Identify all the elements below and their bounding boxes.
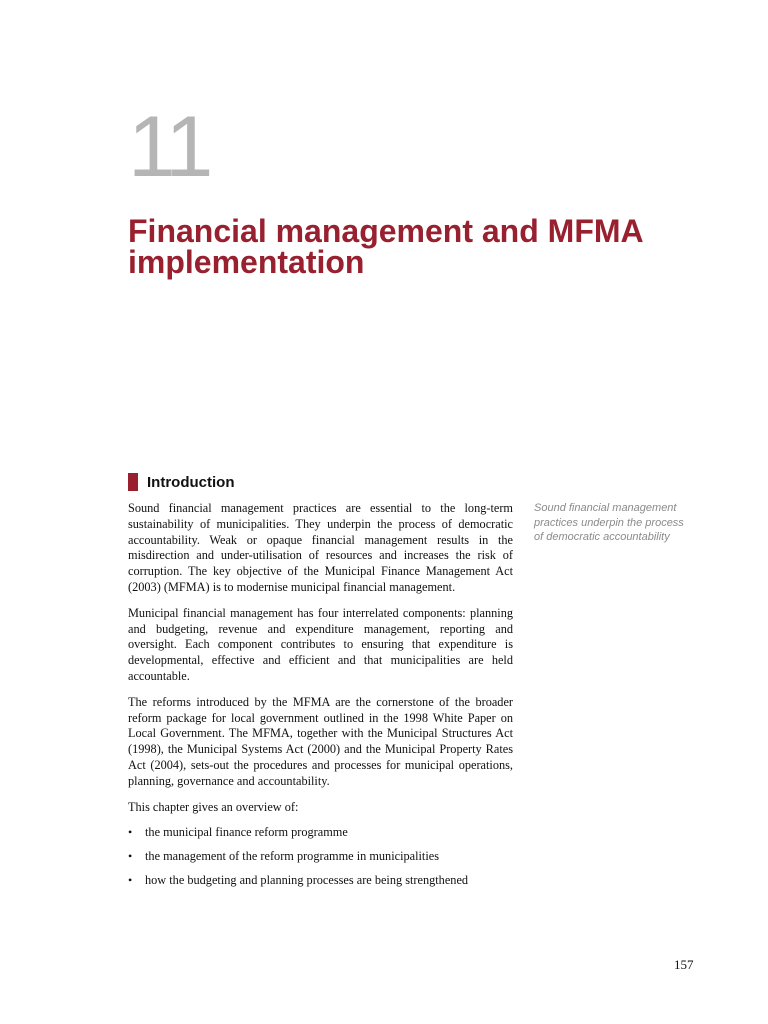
bullet-text: how the budgeting and planning processes are being strengthened [145,872,469,887]
margin-note: Sound financial management practices underpin the process of democratic accountability [534,502,684,543]
bullet-icon: • [128,849,133,864]
bullet-icon: • [128,872,133,887]
page-number: 157 [674,957,694,972]
chapter-title: Financial management and MFMA implementation [128,213,643,280]
bullet-icon: • [128,825,133,840]
paragraph: The reforms introduced by the MFMA are the cornerstone of the broader reform package for local government outlined in the 1998 White Paper on Local Government. The MFMA, together with the Municipal Structures Act (1998), the Municipal Systems Act (2000) and the Municipal Property Rates Act (2004), sets-out the procedures and processes for municipal operations, planning, governance and accountability. [128,694,513,788]
section-heading [128,472,234,492]
section-heading-text: Introduction [147,473,235,491]
body-text [128,501,513,897]
bullet-item [128,849,513,865]
paragraph: Sound financial management practices are essential to the long-term sustainability of municipalities. They underpin the process of democratic accountability. Weak or opaque financial management results in the misdirection and under-utilisation of resources and increases the risk of corruption. The key objective of the Municipal Finance Management Act (2003) (MFMA) is to modernise municipal financial management. [128,501,513,594]
paragraph: This chapter gives an overview of: [128,799,299,814]
chapter-number: 11 [128,99,210,195]
bullet-text: the municipal finance reform programme [145,825,348,840]
bullet-item [128,873,513,889]
bullet-text: the management of the reform programme in municipalities [145,849,440,864]
paragraph: Municipal financial management has four interrelated components: planning and budgeting, revenue and expenditure management, reporting and oversight. Each component contributes to ensuring that expenditure is developmental, effective and efficient and that municipalities are held accountable. [128,605,513,683]
bullet-list [128,825,513,888]
heading-marker-bar [128,473,138,491]
bullet-item [128,825,513,841]
